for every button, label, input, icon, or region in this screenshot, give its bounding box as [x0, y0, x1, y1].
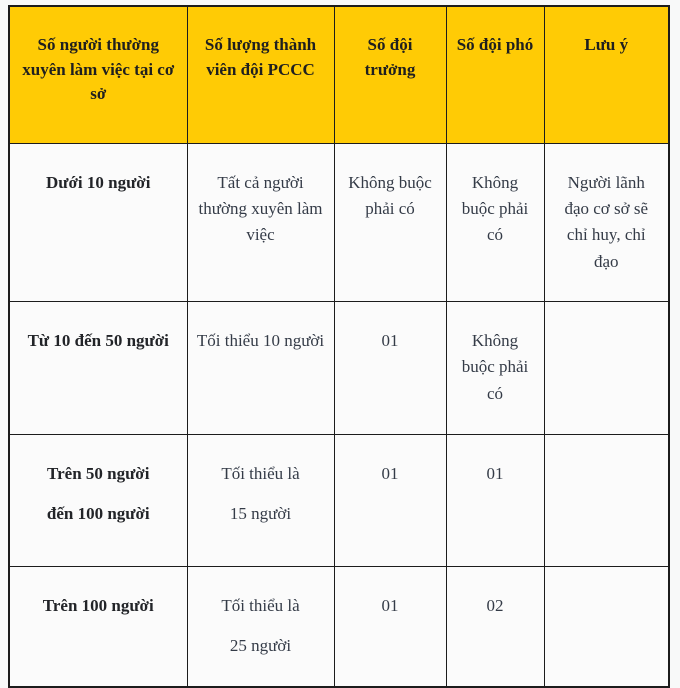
pccc-team-requirements-table — [8, 5, 670, 688]
cell-text: 01 — [381, 463, 399, 483]
cell-text: Từ 10 đến 50 người — [27, 330, 169, 350]
table-row — [9, 566, 669, 686]
table-cell — [9, 434, 187, 566]
cell-text: đến 100 người — [46, 504, 150, 524]
header-label: Số đội trưởng — [364, 35, 416, 79]
cell-text: 01 — [381, 330, 399, 350]
header-label: Số lượng thành viên đội PCCC — [204, 35, 317, 79]
table-cell — [446, 301, 544, 434]
header-label: Số đội phó — [456, 35, 534, 54]
cell-text: Tối thiểu 10 người — [196, 330, 325, 350]
header-cell-workers-count — [9, 6, 187, 143]
header-cell-deputy-leaders — [446, 6, 544, 143]
table-cell — [9, 143, 187, 301]
table-cell-empty — [544, 301, 669, 434]
header-cell-note — [544, 6, 669, 143]
table-cell — [334, 143, 446, 301]
table-row — [9, 143, 669, 301]
cell-text: Người lãnh đạo cơ sở sẽ chỉ huy, chỉ đạo — [564, 172, 649, 271]
table-cell — [187, 143, 334, 301]
cell-text: Không buộc phải có — [348, 172, 432, 218]
header-row — [9, 6, 669, 143]
table-row — [9, 301, 669, 434]
table-cell — [334, 434, 446, 566]
cell-text: Dưới 10 người — [46, 172, 151, 192]
table-cell — [9, 566, 187, 686]
cell-text: Tất cả người thường xuyên làm việc — [198, 172, 323, 245]
cell-text: Không buộc phải có — [461, 330, 529, 403]
table-cell — [187, 301, 334, 434]
header-cell-team-members — [187, 6, 334, 143]
cell-text: 25 người — [229, 636, 292, 656]
header-label: Số người thường xuyên làm việc tại cơ sở — [22, 35, 175, 104]
table-header — [9, 6, 669, 143]
cell-text: Tối thiểu là — [221, 463, 300, 483]
cell-text: 01 — [486, 463, 504, 483]
table-cell — [544, 143, 669, 301]
table-body — [9, 143, 669, 687]
cell-text: Không buộc phải có — [461, 172, 529, 245]
cell-text: 01 — [381, 595, 399, 615]
cell-text: Tối thiểu là — [221, 595, 300, 615]
table-cell — [446, 434, 544, 566]
table-cell — [334, 566, 446, 686]
table-cell — [9, 301, 187, 434]
cell-text: Trên 100 người — [42, 595, 154, 615]
table-cell — [187, 434, 334, 566]
cell-text: 15 người — [229, 504, 292, 524]
cell-text: Trên 50 người — [47, 463, 150, 483]
cell-text: 02 — [486, 595, 504, 615]
table-cell — [446, 143, 544, 301]
table-cell — [446, 566, 544, 686]
table-cell — [187, 566, 334, 686]
header-cell-team-leaders — [334, 6, 446, 143]
table-cell-empty — [544, 434, 669, 566]
table-row — [9, 434, 669, 566]
table-cell — [334, 301, 446, 434]
table-cell-empty — [544, 566, 669, 686]
header-label: Lưu ý — [584, 35, 629, 54]
